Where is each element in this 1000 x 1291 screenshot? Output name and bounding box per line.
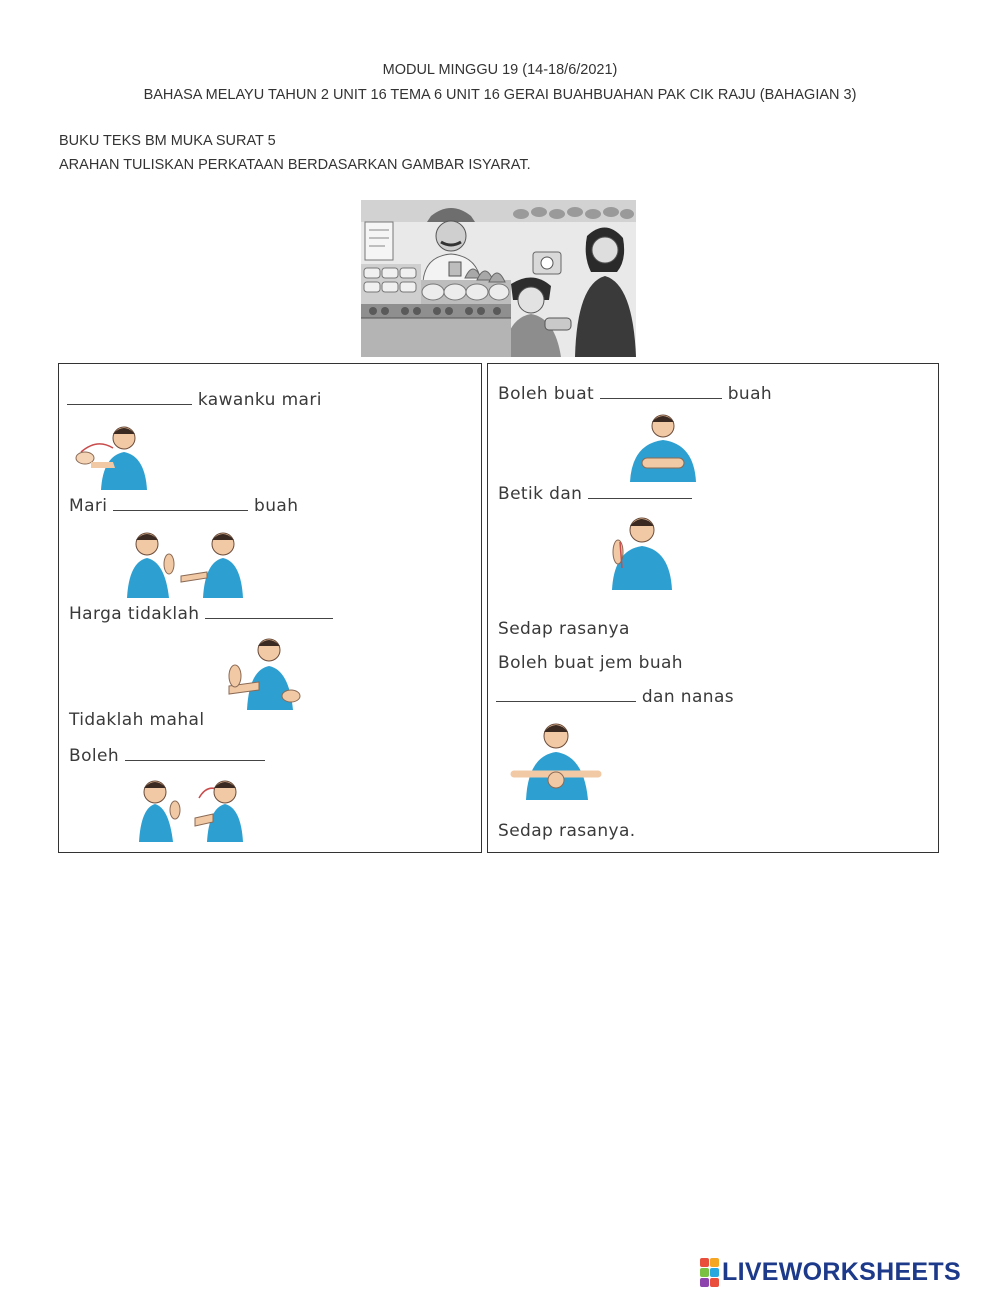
answer-blank-2[interactable] (113, 498, 248, 511)
answer-blank-7[interactable] (496, 689, 636, 702)
sign-language-figure-5 (628, 412, 698, 482)
liveworksheets-wordmark: LIVEWORKSHEETS (722, 1258, 961, 1286)
answer-blank-3[interactable] (205, 606, 333, 619)
right-line-3: Sedap rasanya (498, 619, 630, 639)
left-exercise-panel (58, 363, 482, 853)
right-line-2: Betik dan (498, 484, 692, 504)
answer-blank-4[interactable] (125, 748, 265, 761)
sign-language-figure-1 (69, 422, 151, 490)
textbook-reference: BUKU TEKS BM MUKA SURAT 5 (59, 133, 276, 149)
left-line-4: Tidaklah mahal (69, 710, 205, 730)
sign-language-figure-4 (139, 778, 243, 842)
answer-blank-6[interactable] (588, 486, 692, 499)
fruit-stall-illustration (361, 200, 636, 357)
right-line-6: Sedap rasanya. (498, 821, 636, 841)
right-line-5: dan nanas (496, 687, 734, 707)
left-line-1: kawanku mari (67, 390, 322, 410)
module-title: MODUL MINGGU 19 (14-18/6/2021) (382, 62, 618, 78)
answer-blank-5[interactable] (600, 386, 722, 399)
liveworksheets-logo (700, 1258, 961, 1287)
right-line-1: Boleh buat buah (498, 384, 773, 404)
left-line-3: Harga tidaklah (69, 604, 333, 624)
left-line-2: Mari buah (69, 496, 299, 516)
liveworksheets-logo-icon (700, 1258, 719, 1287)
sign-language-figure-2 (127, 530, 245, 598)
right-exercise-panel (487, 363, 939, 853)
sign-language-figure-3 (227, 636, 305, 710)
instruction-text: ARAHAN TULISKAN PERKATAAN BERDASARKAN GAMBAR ISYARAT. (59, 157, 531, 173)
sign-language-figure-7 (510, 716, 602, 800)
sign-language-figure-6 (604, 514, 674, 590)
answer-blank-1[interactable] (67, 392, 192, 405)
right-line-4: Boleh buat jem buah (498, 653, 683, 673)
left-line-5: Boleh (69, 746, 265, 766)
module-subtitle: BAHASA MELAYU TAHUN 2 UNIT 16 TEMA 6 UNIT 16 GERAI BUAHBUAHAN PAK CIK RAJU (BAHAGIAN 3) (143, 87, 857, 103)
